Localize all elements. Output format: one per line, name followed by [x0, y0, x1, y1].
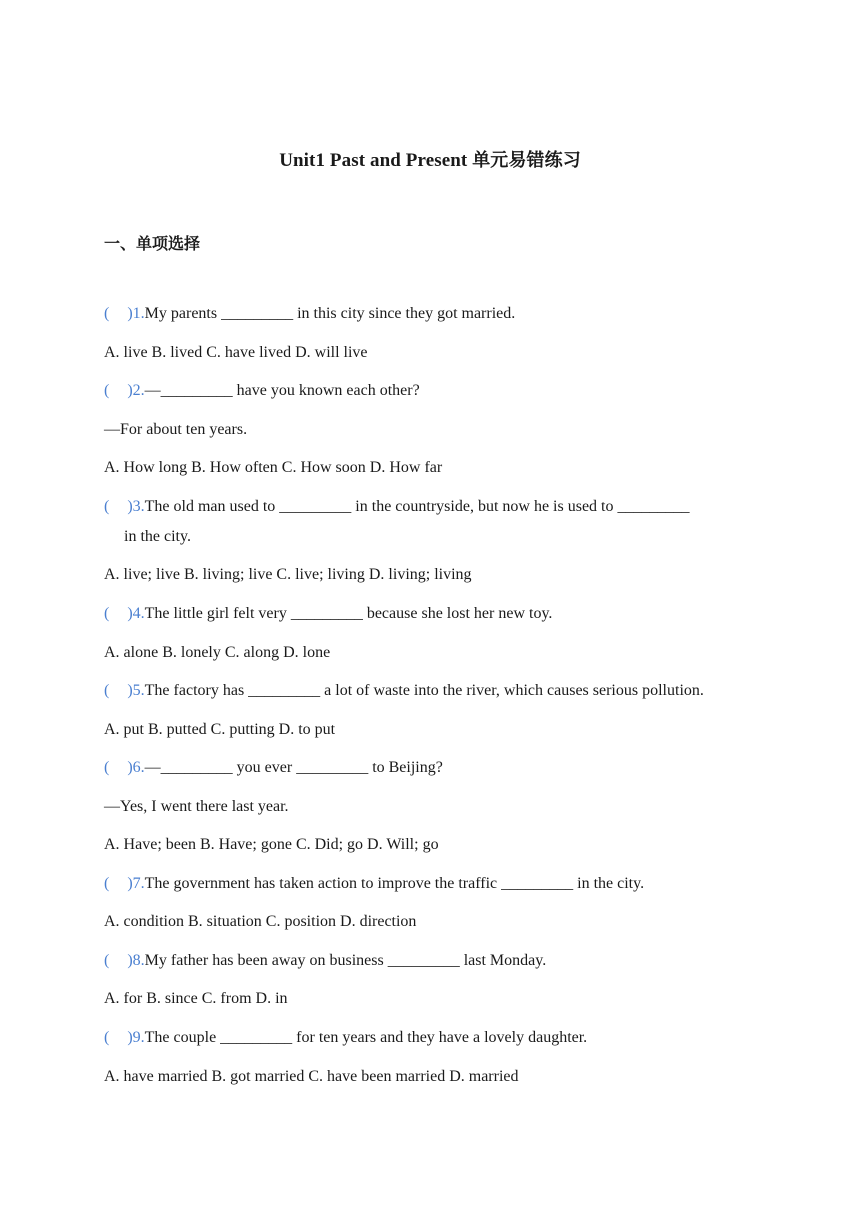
question-5-options: A. put B. putted C. putting D. to put: [104, 721, 336, 738]
question-stem: —_________ have you known each other?: [144, 382, 420, 399]
question-number: 7.: [132, 875, 145, 892]
paren-close: ): [127, 498, 133, 515]
question-stem: The couple _________ for ten years and they have a lovely daughter.: [144, 1029, 588, 1046]
question-number: 1.: [132, 305, 145, 322]
paren-close: ): [127, 682, 133, 699]
page-title: [0, 146, 860, 172]
paren-open: (: [104, 682, 110, 699]
answer-blank[interactable]: [104, 759, 145, 776]
answer-blank[interactable]: [104, 875, 145, 892]
question-number: 3.: [132, 498, 145, 515]
question-stem: My parents _________ in this city since they got married.: [144, 305, 516, 322]
paren-open: (: [104, 498, 110, 515]
question-1: [104, 305, 515, 323]
question-stem: The old man used to _________ in the countryside, but now he is used to _________: [144, 498, 690, 515]
question-6-reply: —Yes, I went there last year.: [104, 798, 289, 815]
paren-close: ): [127, 875, 133, 892]
question-2: [104, 382, 420, 400]
paren-close: ): [127, 382, 133, 399]
question-2-options: A. How long B. How often C. How soon D. How far: [104, 459, 443, 476]
section-heading: 一、单项选择: [104, 234, 201, 253]
paren-close: ): [127, 305, 133, 322]
question-7: [104, 875, 644, 893]
answer-blank[interactable]: [104, 1029, 145, 1046]
answer-blank[interactable]: [104, 952, 145, 969]
question-9: [104, 1029, 587, 1047]
paren-open: (: [104, 875, 110, 892]
question-stem: The little girl felt very _________ because she lost her new toy.: [144, 605, 553, 622]
paren-open: (: [104, 1029, 110, 1046]
paren-close: ): [127, 759, 133, 776]
paren-open: (: [104, 759, 110, 776]
question-2-reply: —For about ten years.: [104, 421, 248, 438]
question-stem: —_________ you ever _________ to Beijing?: [144, 759, 443, 776]
paren-open: (: [104, 305, 110, 322]
answer-blank[interactable]: [104, 605, 145, 622]
question-8-options: A. for B. since C. from D. in: [104, 990, 288, 1007]
answer-blank[interactable]: [104, 382, 145, 399]
question-3-stem-continued: in the city.: [124, 528, 191, 545]
question-9-options: A. have married B. got married C. have been married D. married: [104, 1068, 519, 1085]
paren-close: ): [127, 605, 133, 622]
answer-blank[interactable]: [104, 305, 145, 322]
question-8: [104, 952, 546, 970]
question-5: [104, 682, 704, 700]
paren-close: ): [127, 1029, 133, 1046]
paren-open: (: [104, 952, 110, 969]
title-latin: Unit1 Past and Present: [279, 150, 473, 171]
question-stem: The government has taken action to improve the traffic _________ in the city.: [144, 875, 645, 892]
question-7-options: A. condition B. situation C. position D. direction: [104, 913, 417, 930]
question-stem: My father has been away on business _________ last Monday.: [144, 952, 547, 969]
paren-open: (: [104, 382, 110, 399]
question-number: 9.: [132, 1029, 145, 1046]
question-number: 6.: [132, 759, 145, 776]
question-1-options: A. live B. lived C. have lived D. will live: [104, 344, 368, 361]
paren-close: ): [127, 952, 133, 969]
question-number: 5.: [132, 682, 145, 699]
question-3-options: A. live; live B. living; live C. live; living D. living; living: [104, 566, 472, 583]
question-stem: The factory has _________ a lot of waste into the river, which causes serious pollution.: [144, 682, 704, 699]
answer-blank[interactable]: [104, 682, 145, 699]
title-cjk: 单元易错练习: [472, 150, 581, 171]
answer-blank[interactable]: [104, 498, 145, 515]
question-3: [104, 498, 689, 516]
question-4-options: A. alone B. lonely C. along D. lone: [104, 644, 331, 661]
question-number: 2.: [132, 382, 145, 399]
paren-open: (: [104, 605, 110, 622]
question-6: [104, 759, 443, 777]
question-number: 4.: [132, 605, 145, 622]
question-4: [104, 605, 552, 623]
question-number: 8.: [132, 952, 145, 969]
question-6-options: A. Have; been B. Have; gone C. Did; go D. Will; go: [104, 836, 439, 853]
